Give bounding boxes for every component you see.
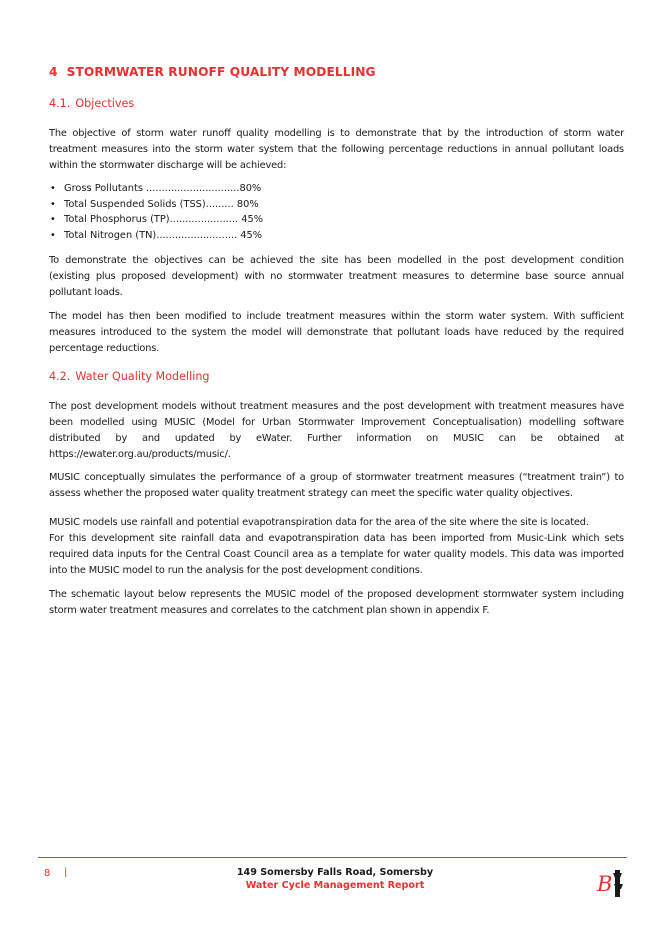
paragraph-line: pollutant loads. (49, 287, 123, 298)
paragraph-line: To demonstrate the objectives can be achieved the site has been modelled in the post development condition (49, 255, 624, 266)
svg-text:B: B (597, 872, 613, 896)
paragraph-line: MUSIC conceptually simulates the performance of a group of stormwater treatment measures (“treatment train”) to (49, 472, 624, 483)
footer-divider (38, 857, 627, 858)
paragraph-line: The objective of storm water runoff quality modelling is to demonstrate that by the introduction of storm water (49, 128, 624, 139)
paragraph-line: into the MUSIC model to run the analysis for the post development conditions. (49, 565, 423, 576)
list-item: • Total Nitrogen (TN).......................... 45% (49, 228, 263, 244)
company-logo (596, 866, 630, 900)
list-item: • Gross Pollutants ..............................80% (49, 181, 263, 197)
footer-address: 149 Somersby Falls Road, Somersby (236, 867, 434, 878)
objectives-paragraph-2 (49, 253, 624, 301)
paragraph-line: For this development site rainfall data and evapotranspiration data has been imported from Music-Link which sets (49, 533, 624, 544)
paragraph-line: distributed by and updated by eWater. Further information on MUSIC can be obtained at (49, 433, 624, 444)
paragraph-line: required data inputs for the Central Coast Council area as a template for water quality models. This data was imported (49, 549, 624, 560)
water-quality-paragraph-2 (49, 470, 624, 502)
paragraph-line: treatment measures into the storm water system that the following percentage reductions in annual pollutant loads (49, 144, 624, 155)
paragraph-line: assess whether the proposed water quality treatment strategy can meet the specific water quality objectives. (49, 488, 573, 499)
objectives-heading (49, 97, 134, 110)
reduction-targets-list (49, 181, 263, 243)
paragraph-line: (existing plus proposed development) with no stormwater treatment measures to determine base source annual (49, 271, 624, 282)
water-quality-paragraph-3 (49, 515, 624, 579)
water-quality-paragraph-1 (49, 399, 624, 463)
footer-separator: | (64, 867, 68, 878)
objectives-intro-paragraph (49, 126, 624, 174)
paragraph-line: MUSIC models use rainfall and potential evapotranspiration data for the area of the site where the site is located. (49, 517, 589, 528)
paragraph-line: percentage reductions. (49, 343, 160, 354)
section-title: STORMWATER RUNOFF QUALITY MODELLING (66, 65, 376, 79)
paragraph-line: The post development models without treatment measures and the post development with treatment measures have (49, 401, 624, 412)
paragraph-line: https://ewater.org.au/products/music/. (49, 449, 231, 460)
paragraph-line: been modelled using MUSIC (Model for Urban Stormwater Improvement Conceptualisation) modelling software (49, 417, 624, 428)
water-quality-heading (49, 370, 210, 383)
footer-report-title: Water Cycle Management Report (245, 880, 425, 891)
section-heading (49, 65, 376, 79)
paragraph-line: The schematic layout below represents the MUSIC model of the proposed development stormwater system including (49, 589, 624, 600)
list-item: • Total Phosphorus (TP)...................... 45% (49, 212, 263, 228)
water-quality-title: Water Quality Modelling (75, 370, 210, 383)
water-quality-number: 4.2. (49, 370, 71, 383)
section-number: 4 (49, 65, 58, 79)
objectives-title: Objectives (75, 97, 135, 110)
footer-page-number: 8 (44, 868, 51, 879)
objectives-number: 4.1. (49, 97, 71, 110)
objectives-paragraph-3 (49, 309, 624, 357)
list-item: • Total Suspended Solids (TSS)......... 80% (49, 197, 263, 213)
paragraph-line: within the stormwater discharge will be achieved: (49, 160, 287, 171)
paragraph-line: storm water treatment measures and correlates to the catchment plan shown in appendix F. (49, 605, 490, 616)
paragraph-line: The model has then been modified to include treatment measures within the storm water system. With sufficient (49, 311, 624, 322)
water-quality-paragraph-4 (49, 587, 624, 619)
paragraph-line: measures introduced to the system the model will demonstrate that pollutant loads have reduced by the required (49, 327, 624, 338)
